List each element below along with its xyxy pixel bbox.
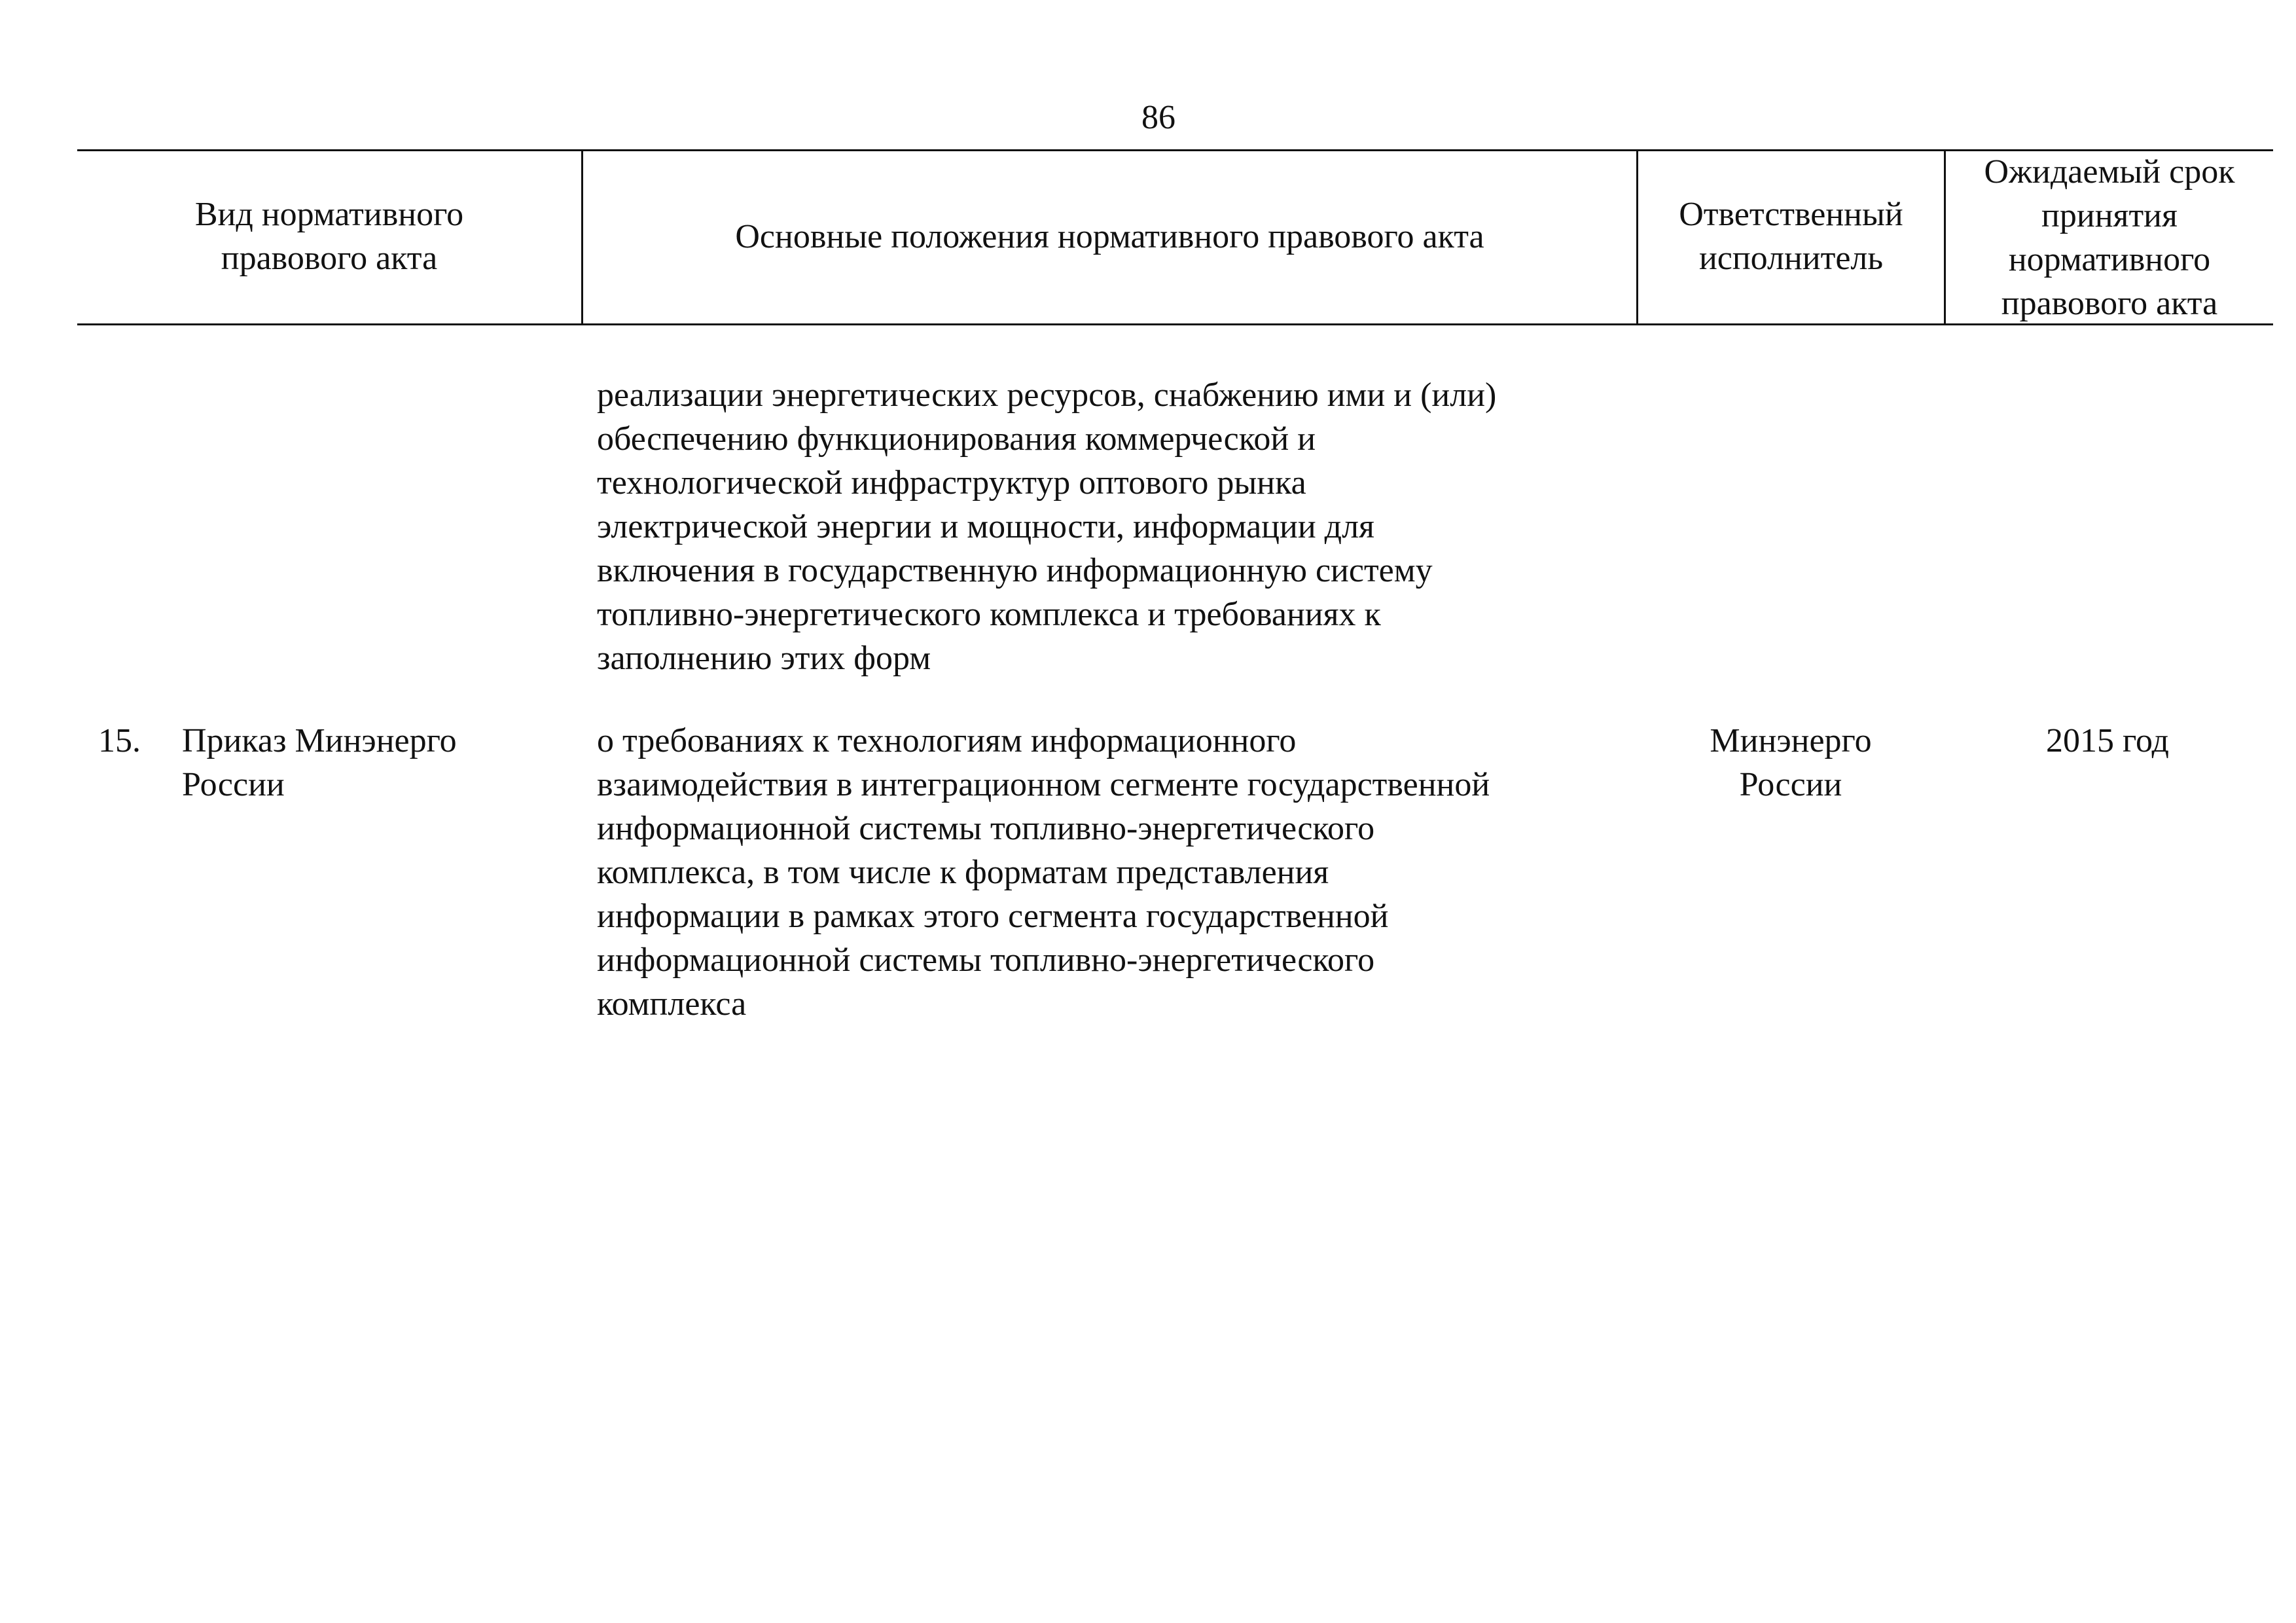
header-responsible: Ответственный исполнитель bbox=[1679, 196, 1903, 277]
row-kind: Приказ Минэнерго России bbox=[182, 722, 457, 803]
row-main-provisions: о требованиях к технологиям информационного взаимодействия в интеграционном сегменте государственной информационной системы топливно-энергетического комплекса, в том числе к форматам представления информации в рамках этого сегмента государственной информационной системы топливно-энергетического комплекса bbox=[597, 722, 1490, 1023]
row-responsible: Минэнерго России bbox=[1710, 722, 1872, 803]
header-main-provisions: Основные положения нормативного правового акта bbox=[735, 217, 1484, 255]
header-kind: Вид нормативного правового акта bbox=[194, 196, 464, 277]
row-number: 15. bbox=[98, 722, 141, 759]
continued-provisions-text: реализации энергетических ресурсов, снабжению ими и (или) обеспечению функционирования коммерческой и технологической инфраструктур оптового рынка электрической энергии и мощности, информации для включения в государственную информационную систему топливно-энергетического комплекса и требованиях к заполнению этих форм bbox=[597, 376, 1497, 677]
row-expected-term: 2015 год bbox=[2046, 722, 2169, 759]
page-number: 86 bbox=[1141, 99, 1175, 136]
header-expected-term: Ожидаемый срок принятия нормативного правового акта bbox=[1984, 153, 2235, 322]
